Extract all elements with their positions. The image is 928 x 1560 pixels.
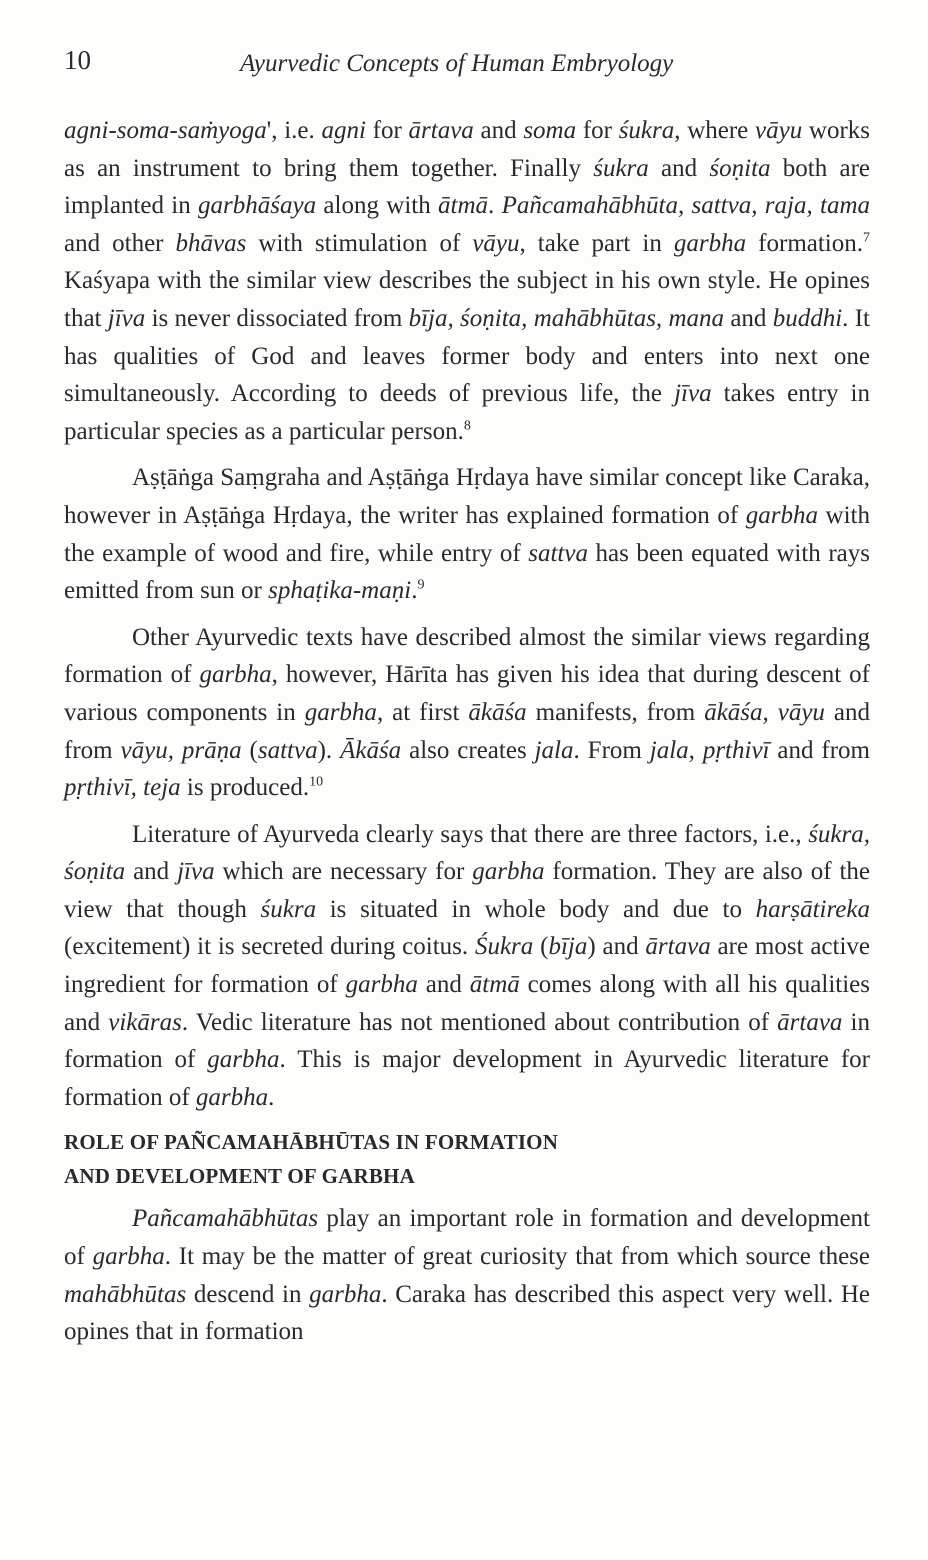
italic-term: vāyu bbox=[755, 117, 803, 144]
text-run: with stimulation of bbox=[246, 229, 473, 257]
italic-term: śukra bbox=[593, 154, 649, 182]
text-run: . bbox=[411, 577, 418, 605]
italic-term: śukra, śoṇita bbox=[64, 820, 870, 886]
italic-term: garbha bbox=[745, 501, 818, 529]
italic-term: sphaṭika-maṇi bbox=[268, 577, 412, 605]
page-number: 10 bbox=[64, 45, 91, 75]
text-run: . It has qualities of God and leaves former body and enters into next one simultaneously. According to deeds of previous life, the bbox=[64, 304, 870, 408]
italic-term: ātmā bbox=[438, 192, 489, 220]
paragraph-1 bbox=[64, 112, 870, 450]
text-run: and from bbox=[64, 698, 870, 764]
text-run: is situated in whole body and due to bbox=[316, 895, 756, 923]
text-run: ( bbox=[241, 736, 258, 764]
italic-term: garbha bbox=[472, 858, 545, 886]
italic-term: Ākāśa bbox=[340, 736, 402, 764]
text-run: . This is major development in Ayurvedic literature for formation of bbox=[64, 1046, 870, 1111]
italic-term: bīja, śoṇita, mahābhūtas, mana bbox=[408, 304, 725, 332]
italic-term: śoṇita bbox=[709, 154, 771, 182]
italic-term: garbha bbox=[345, 971, 418, 999]
text-run: . Vedic literature has not mentioned about contribution of bbox=[181, 1008, 778, 1036]
text-run: , take part in bbox=[519, 229, 674, 257]
text-run: and from bbox=[769, 736, 871, 764]
italic-term: ātmā bbox=[469, 971, 520, 999]
text-run: ( bbox=[533, 933, 549, 961]
text-run: and bbox=[473, 117, 524, 144]
text-run: Aṣṭāṅga Saṃgraha and Aṣṭāṅga Hṛdaya have similar concept like Caraka, however in Aṣṭāṅga Hṛdaya, the writer has explained formation of bbox=[64, 464, 870, 529]
section-heading bbox=[64, 1125, 870, 1193]
section-heading-line-2: AND DEVELOPMENT OF GARBHA bbox=[64, 1164, 415, 1189]
italic-term: bhāvas bbox=[175, 229, 247, 257]
italic-term: mahābhūtas bbox=[64, 1280, 187, 1308]
italic-term: garbha bbox=[199, 661, 272, 689]
italic-term: jala, pṛthivī bbox=[649, 736, 770, 764]
italic-term: bīja bbox=[548, 933, 588, 961]
paragraph-5 bbox=[64, 1200, 870, 1350]
text-run: ). bbox=[317, 736, 341, 764]
text-run: for bbox=[365, 117, 409, 144]
text-run: works as an instrument to bring them together. Finally bbox=[64, 117, 871, 182]
italic-term: garbha bbox=[195, 1083, 269, 1111]
text-run: and other bbox=[64, 229, 176, 257]
text-run: . bbox=[268, 1083, 275, 1111]
italic-term: agni bbox=[321, 117, 366, 144]
italic-term: jala bbox=[534, 736, 574, 764]
text-run: , however, Hārīta has given his idea that during descent of various components in bbox=[64, 661, 870, 726]
text-run: are most active ingredient for formation of bbox=[64, 933, 870, 999]
italic-term: vikāras bbox=[108, 1008, 182, 1036]
text-run: Other Ayurvedic texts have described almost the similar views regarding formation of bbox=[64, 623, 870, 689]
italic-term: garbha bbox=[673, 229, 747, 257]
text-run: Kaśyapa with the similar view describes the subject in his own style. He opines that bbox=[64, 267, 870, 332]
text-run: has been equated with rays emitted from sun or bbox=[64, 539, 870, 605]
running-title: Ayurvedic Concepts of Human Embryology bbox=[240, 50, 674, 77]
text-run: , at first bbox=[376, 698, 469, 726]
text-run: in formation of bbox=[64, 1008, 870, 1074]
text-run: is produced. bbox=[180, 774, 310, 802]
italic-term: ākāśa, vāyu bbox=[704, 698, 825, 726]
italic-term: jīva bbox=[107, 304, 146, 332]
italic-term: jīva bbox=[177, 858, 215, 886]
footnote-marker: 9 bbox=[417, 577, 425, 593]
footnote-marker: 10 bbox=[309, 774, 324, 790]
italic-term: harṣātireka bbox=[755, 895, 870, 923]
italic-term: sattva bbox=[528, 539, 588, 567]
text-run: manifests, from bbox=[526, 698, 705, 726]
page-body bbox=[64, 112, 870, 1360]
footnote-marker: 8 bbox=[463, 418, 471, 434]
italic-term: ārtava bbox=[645, 933, 711, 961]
paragraph-2 bbox=[64, 459, 870, 609]
text-run: for bbox=[576, 117, 619, 144]
text-run: Literature of Ayurveda clearly says that there are three factors, i.e., bbox=[132, 820, 809, 848]
italic-term: garbha bbox=[309, 1280, 382, 1308]
text-run: both are implanted in bbox=[64, 154, 870, 220]
text-run: takes entry in particular species as a particular person. bbox=[64, 380, 870, 445]
italic-term: Śukra bbox=[474, 933, 534, 961]
text-run: and bbox=[724, 304, 773, 332]
text-run: ', i.e. bbox=[266, 117, 322, 144]
italic-term: ārtava bbox=[408, 117, 474, 144]
italic-term: garbha bbox=[304, 698, 377, 726]
text-run: with the example of wood and fire, while entry of bbox=[64, 501, 871, 567]
text-run: and bbox=[648, 154, 710, 182]
paragraph-4 bbox=[64, 816, 870, 1117]
text-run: formation. bbox=[746, 229, 863, 257]
italic-term: ākāśa bbox=[468, 698, 527, 726]
text-run: descend in bbox=[186, 1280, 310, 1308]
text-run: and bbox=[125, 858, 178, 886]
text-run: also creates bbox=[401, 736, 535, 764]
italic-term: ārtava bbox=[777, 1008, 843, 1036]
page-header bbox=[64, 42, 870, 82]
text-run: comes along with all his qualities and bbox=[64, 971, 870, 1036]
italic-term: pṛthivī, teja bbox=[64, 774, 181, 802]
footnote-marker: 7 bbox=[863, 230, 870, 246]
text-run: play an important role in formation and development of bbox=[64, 1205, 870, 1271]
paragraph-3 bbox=[64, 619, 870, 807]
text-run: . From bbox=[573, 736, 650, 764]
text-run: (excitement) it is secreted during coitus. bbox=[64, 933, 475, 961]
italic-term: garbha bbox=[207, 1046, 280, 1074]
text-run: . Caraka has described this aspect very well. He opines that in formation bbox=[64, 1280, 871, 1346]
text-run: . bbox=[488, 192, 502, 220]
italic-term: Pañcamahābhūta, sattva, raja, tama bbox=[501, 192, 871, 220]
text-run: is never dissociated from bbox=[145, 304, 409, 332]
italic-term: garbha bbox=[92, 1243, 165, 1271]
italic-term: soma bbox=[523, 117, 577, 144]
italic-term: jīva bbox=[674, 380, 712, 408]
italic-term: śukra bbox=[618, 117, 675, 144]
text-run: and bbox=[417, 971, 470, 999]
text-run: along with bbox=[316, 192, 439, 220]
section-heading-line-1: ROLE OF PAÑCAMAHĀBHŪTAS IN FORMATION bbox=[64, 1130, 559, 1155]
italic-term: buddhi bbox=[772, 304, 843, 332]
text-run: formation. They are also of the view that though bbox=[64, 858, 870, 923]
text-run: . It may be the matter of great curiosity that from which source these bbox=[164, 1243, 870, 1271]
italic-term: vāyu bbox=[472, 229, 520, 257]
italic-term: śukra bbox=[260, 895, 317, 923]
italic-term: Pañcamahābhūtas bbox=[132, 1205, 319, 1233]
italic-term: agni-soma-saṁyoga bbox=[64, 117, 267, 144]
text-run: , where bbox=[674, 117, 755, 144]
italic-term: garbhāśaya bbox=[198, 192, 317, 220]
text-run: which are necessary for bbox=[214, 858, 473, 886]
italic-term: sattva bbox=[257, 736, 318, 764]
italic-term: vāyu, prāṇa bbox=[120, 736, 242, 764]
text-run: ) and bbox=[587, 933, 646, 961]
